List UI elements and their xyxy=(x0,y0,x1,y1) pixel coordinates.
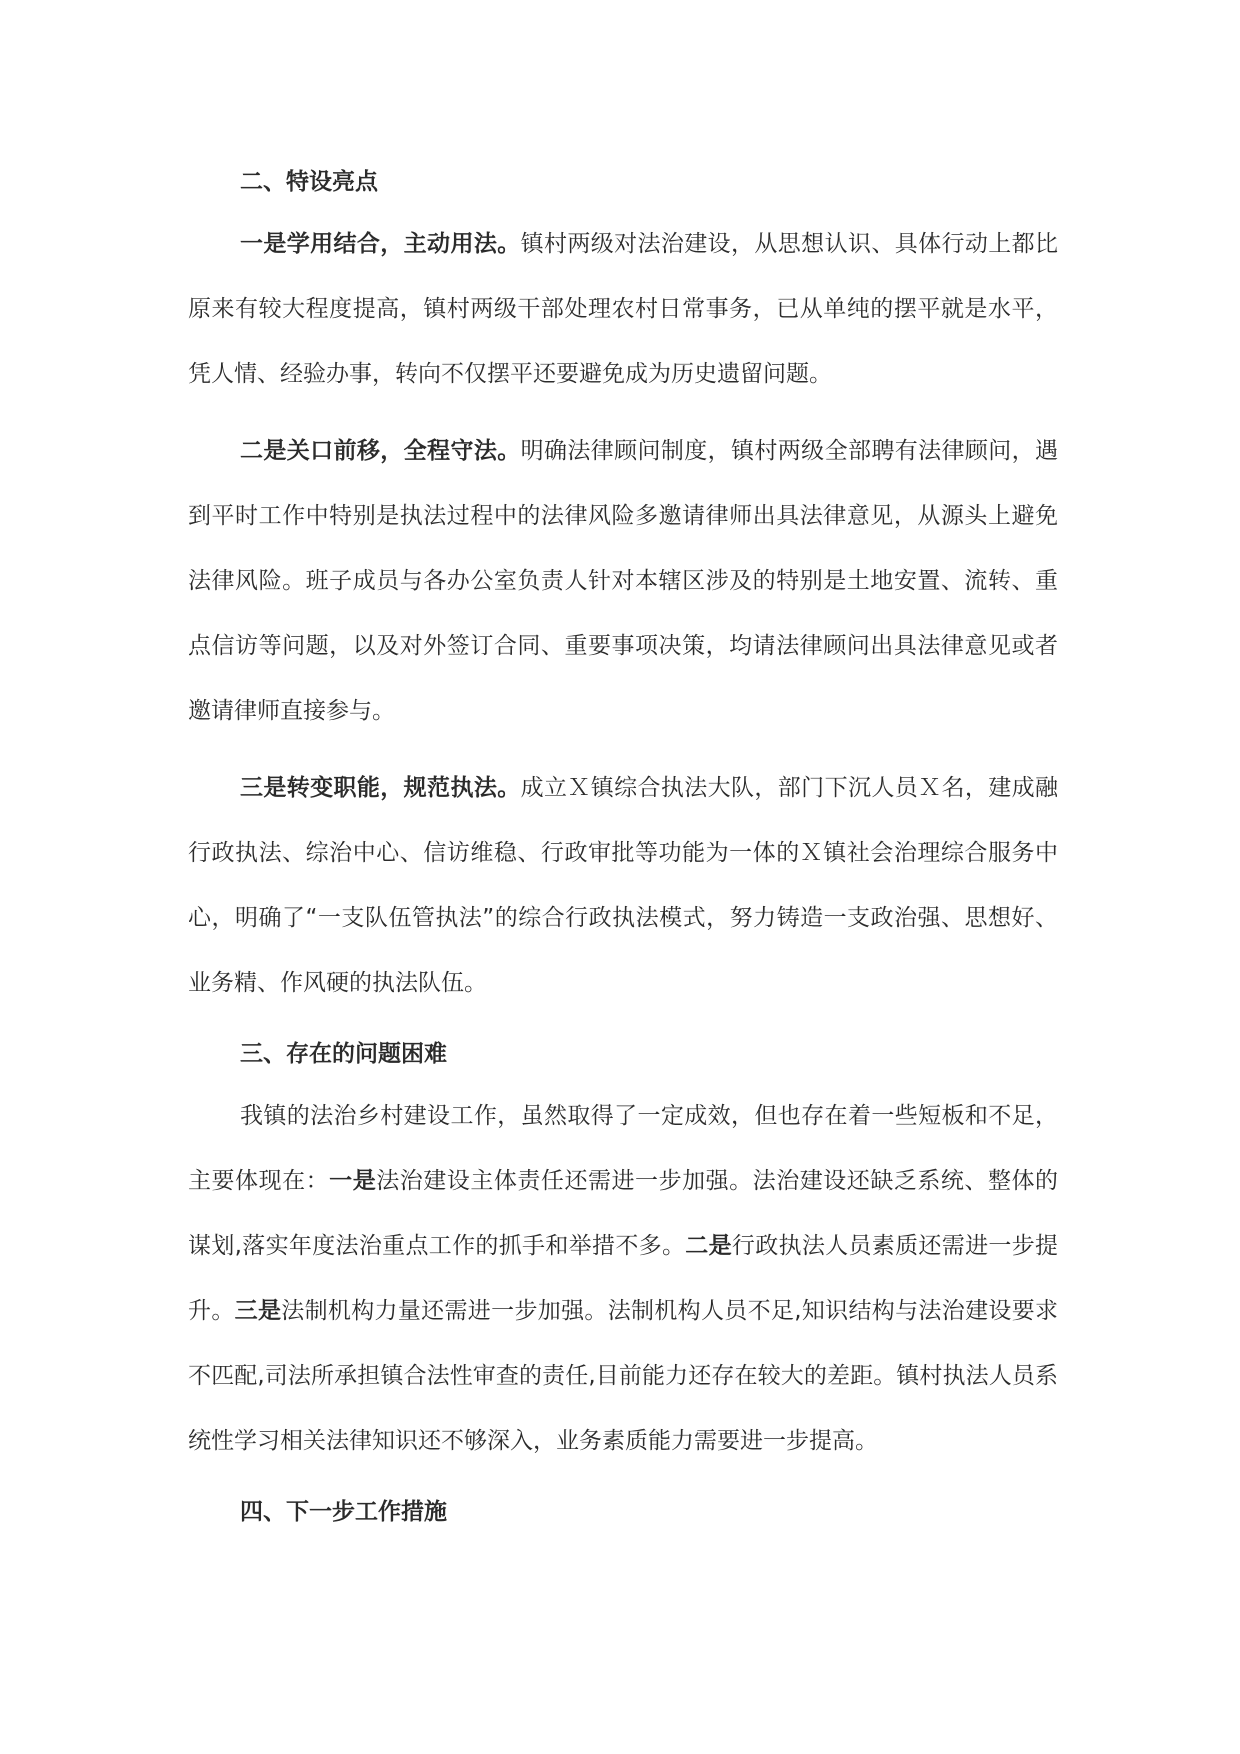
paragraph-text: 镇村两级对法治建设，从思想认识、具体行动上都比原来有较大程度提高，镇村两级干部处理农村日常事务，已从单纯的摆平就是水平，凭人情、经验办事，转向不仅摆平还要避免成为历史遗留问题。 xyxy=(188,231,1059,387)
section-heading-next-steps: 四、下一步工作措施 xyxy=(240,1499,447,1525)
paragraph-transform-functions xyxy=(188,756,1058,1016)
paragraph-text: 我镇的法治乡村建设工作，虽然取得了一定成效，但也存在着一些短板和不足，主要体现在： xyxy=(188,1103,1058,1194)
paragraph-text: 成立Ｘ镇综合执法大队，部门下沉人员Ｘ名，建成融行政执法、综治中心、信访维稳、行政审批等功能为一体的Ｘ镇社会治理综合服务中心，明确了“一支队伍管执法”的综合行政执法模式，努力铸造一支政治强、思想好、业务精、作风硬的执法队伍。 xyxy=(188,775,1059,996)
paragraph-lead: 二是关口前移，全程守法。 xyxy=(240,438,521,464)
section-heading-highlights: 二、特设亮点 xyxy=(240,169,378,195)
paragraph-lead: 一是学用结合，主动用法。 xyxy=(240,231,521,257)
paragraph-lead: 三是 xyxy=(234,1298,282,1324)
paragraph-learn-and-apply xyxy=(188,212,1058,407)
paragraph-text: 法治建设主体责任还需进一步加强。法治建设还缺乏系统、整体的谋划,落实年度法治重点工作的抓手和举措不多。 xyxy=(188,1168,1059,1259)
section-heading-problems: 三、存在的问题困难 xyxy=(240,1041,447,1067)
paragraph-text: 法制机构力量还需进一步加强。法制机构人员不足,知识结构与法治建设要求不匹配,司法所承担镇合法性审查的责任,目前能力还存在较大的差距。镇村执法人员系统性学习相关法律知识还不够深入，业务素质能力需要进一步提高。 xyxy=(188,1298,1059,1454)
paragraph-text: 明确法律顾问制度，镇村两级全部聘有法律顾问，遇到平时工作中特别是执法过程中的法律风险多邀请律师出具法律意见，从源头上避免法律风险。班子成员与各办公室负责人针对本辖区涉及的特别是土地安置、流转、重点信访等问题，以及对外签订合同、重要事项决策，均请法律顾问出具法律意见或者邀请律师直接参与。 xyxy=(188,438,1059,724)
document-page xyxy=(188,156,1058,1542)
paragraph-problems xyxy=(188,1084,1058,1474)
paragraph-lead: 二是 xyxy=(685,1233,732,1259)
paragraph-text: 行政执法人员素质还需进一步提升。 xyxy=(188,1233,1059,1324)
paragraph-lead: 一是 xyxy=(329,1168,377,1194)
paragraph-lead: 三是转变职能，规范执法。 xyxy=(240,775,521,801)
paragraph-forward-gate xyxy=(188,419,1058,744)
